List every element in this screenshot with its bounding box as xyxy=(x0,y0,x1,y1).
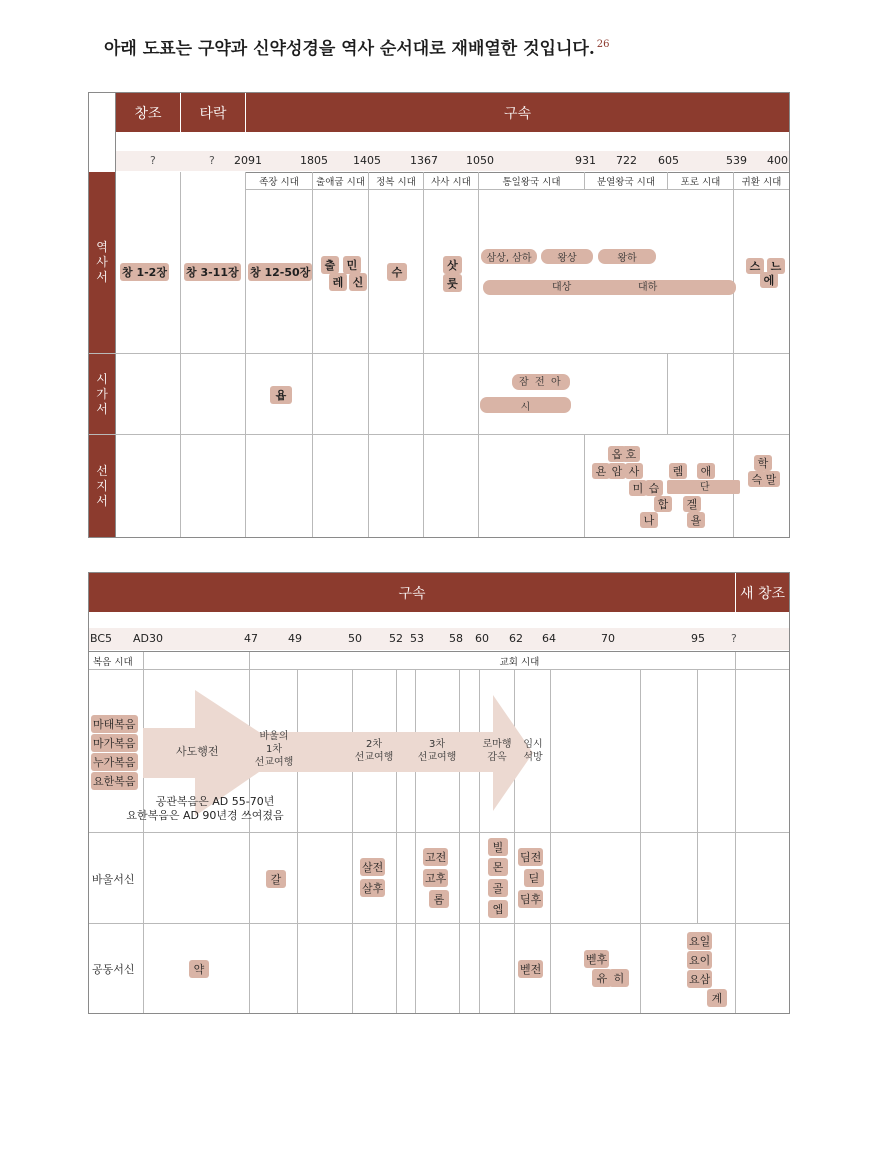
book-1chronicles: 대상 xyxy=(552,282,572,293)
book-galatians: 갈 xyxy=(266,870,286,888)
book-isaiah: 사 xyxy=(625,463,643,479)
row-label-pauline: 바울서신 xyxy=(92,873,135,886)
book-jeremiah: 렘 xyxy=(669,463,687,479)
year-label: 49 xyxy=(288,632,302,645)
divider xyxy=(89,434,789,435)
book-obadiah: 옵 xyxy=(608,446,626,462)
year-label: 722 xyxy=(616,154,637,167)
year-label: 1367 xyxy=(410,154,438,167)
year-label: 52 xyxy=(389,632,403,645)
divider xyxy=(312,172,313,537)
stage-paul-2: 2차 선교여행 xyxy=(354,739,394,763)
divider xyxy=(89,832,789,833)
book-esther: 에 xyxy=(760,272,778,288)
year-label: 64 xyxy=(542,632,556,645)
year-label: 58 xyxy=(449,632,463,645)
header-label: 타락 xyxy=(199,105,227,122)
ot-header-creation xyxy=(116,93,180,132)
book-gen-1-2: 창 1-2장 xyxy=(120,263,169,281)
book-ruth: 룻 xyxy=(443,274,462,292)
row-label-poetry: 시 가 서 xyxy=(89,354,115,434)
year-label: BC5 xyxy=(90,632,113,645)
era-label: 분열왕국 시대 xyxy=(596,177,656,188)
book-song: 아 xyxy=(551,377,561,388)
book-deuteronomy: 신 xyxy=(349,273,367,291)
divider xyxy=(180,172,181,537)
book-ecclesiastes: 전 xyxy=(535,377,545,388)
book-lamentations: 애 xyxy=(697,463,715,479)
ot-year-band xyxy=(116,151,789,171)
year-label: 60 xyxy=(475,632,489,645)
divider xyxy=(640,670,641,1013)
nt-header-redemption xyxy=(89,573,735,612)
divider xyxy=(423,172,424,537)
divider xyxy=(584,435,585,537)
book-1corinthians: 고전 xyxy=(423,848,448,866)
divider xyxy=(584,172,585,189)
book-2john: 요이 xyxy=(687,951,712,969)
year-label: 47 xyxy=(244,632,258,645)
book-proverbs: 잠 xyxy=(519,377,529,388)
book-2chronicles: 대하 xyxy=(638,282,658,293)
book-judges: 삿 xyxy=(443,256,462,274)
year-label: ? xyxy=(731,632,737,645)
book-amos: 암 xyxy=(608,463,626,479)
title-text: 아래 도표는 구약과 신약성경을 역사 순서대로 재배열한 것입니다. xyxy=(104,39,595,59)
divider xyxy=(697,670,698,923)
page-title xyxy=(104,34,609,59)
nt-year-band xyxy=(89,628,789,650)
stage-paul-3: 3차 선교여행 xyxy=(417,739,457,763)
book-nehemiah: 느 xyxy=(767,258,785,274)
book-titus: 딛 xyxy=(524,869,544,887)
divider xyxy=(245,172,246,537)
book-1kings: 왕상 xyxy=(541,249,593,264)
divider xyxy=(368,172,369,537)
book-joshua: 수 xyxy=(387,263,407,281)
divider xyxy=(246,189,789,190)
year-label: 1805 xyxy=(300,154,328,167)
book-leviticus: 레 xyxy=(329,273,347,291)
book-job: 욥 xyxy=(270,386,292,404)
year-label: 2091 xyxy=(234,154,262,167)
divider xyxy=(667,354,668,434)
book-james: 약 xyxy=(189,960,209,978)
book-hosea: 호 xyxy=(622,446,640,462)
book-ephesians: 엡 xyxy=(488,900,508,918)
year-label: 1050 xyxy=(466,154,494,167)
book-gen-12-50: 창 12-50장 xyxy=(248,263,312,281)
year-label: 50 xyxy=(348,632,362,645)
nt-header-new-creation xyxy=(736,573,789,612)
book-numbers: 민 xyxy=(343,256,361,274)
stage-release: 임시 석방 xyxy=(523,739,543,763)
header-label: 구속 xyxy=(503,105,532,122)
book-habakkuk: 합 xyxy=(654,496,672,512)
book-luke: 누가복음 xyxy=(91,753,138,771)
row-label-history: 역 사 서 xyxy=(89,172,115,353)
book-jonah: 욘 xyxy=(592,463,610,479)
gospel-note-line-2: 요한복음은 AD 90년경 쓰여졌음 xyxy=(126,809,284,822)
era-label: 정복 시대 xyxy=(376,177,416,188)
year-label: 1405 xyxy=(353,154,381,167)
row-label-general: 공동서신 xyxy=(92,963,135,976)
year-label: 931 xyxy=(575,154,596,167)
book-2kings: 왕하 xyxy=(598,249,656,264)
header-label: 창조 xyxy=(134,105,162,122)
book-micah: 미 xyxy=(629,480,647,496)
book-zephaniah: 습 xyxy=(645,480,663,496)
era-label: 교회 시대 xyxy=(499,656,540,668)
divider xyxy=(667,172,668,189)
book-1thessalonians: 살전 xyxy=(360,858,385,876)
stage-acts: 사도행전 xyxy=(176,745,219,758)
book-mark: 마가복음 xyxy=(91,734,138,752)
book-zechariah: 슥 xyxy=(748,471,766,487)
book-1peter: 벧전 xyxy=(518,960,543,978)
book-3john: 요삼 xyxy=(687,970,712,988)
year-label: 95 xyxy=(691,632,705,645)
book-nahum: 나 xyxy=(640,512,658,528)
row-label-prophets: 선 지 서 xyxy=(89,435,115,537)
year-label: 539 xyxy=(726,154,747,167)
era-label: 귀환 시대 xyxy=(741,177,782,188)
book-psalms: 시 xyxy=(480,397,571,413)
header-label: 새 창조 xyxy=(739,585,786,602)
divider xyxy=(115,93,116,537)
book-2timothy: 딤후 xyxy=(518,890,543,908)
divider xyxy=(478,172,479,537)
year-label: 62 xyxy=(509,632,523,645)
year-label: 400 xyxy=(767,154,788,167)
stage-rome-prison: 로마행 감옥 xyxy=(482,739,512,763)
divider xyxy=(89,923,789,924)
book-ezekiel: 겔 xyxy=(683,496,701,512)
era-label: 복음 시대 xyxy=(93,656,133,668)
divider xyxy=(89,353,789,354)
book-joel: 욜 xyxy=(687,512,705,528)
book-samuel: 삼상, 삼하 xyxy=(481,249,537,264)
book-revelation: 계 xyxy=(707,989,727,1007)
book-jude: 유 xyxy=(592,969,612,987)
era-label: 통일왕국 시대 xyxy=(502,177,561,188)
era-label: 출애굽 시대 xyxy=(316,177,365,188)
era-label: 족장 시대 xyxy=(259,177,299,188)
year-label: ? xyxy=(150,154,156,167)
era-label: 사사 시대 xyxy=(431,177,471,188)
book-daniel: 단 xyxy=(700,482,710,493)
book-2corinthians: 고후 xyxy=(423,869,448,887)
year-label: AD30 xyxy=(133,632,163,645)
year-label: 70 xyxy=(601,632,615,645)
book-gen-3-11: 창 3-11장 xyxy=(184,263,241,281)
header-label: 구속 xyxy=(398,585,426,602)
book-ezra: 스 xyxy=(746,258,764,274)
year-label: 53 xyxy=(410,632,424,645)
divider xyxy=(89,669,789,670)
book-1john: 요일 xyxy=(687,932,712,950)
book-2thessalonians: 살후 xyxy=(360,879,385,897)
book-romans: 롬 xyxy=(429,890,449,908)
book-john: 요한복음 xyxy=(91,772,138,790)
book-matthew: 마태복음 xyxy=(91,715,138,733)
era-label: 포로 시대 xyxy=(680,177,721,188)
book-philemon: 몬 xyxy=(488,858,508,876)
year-label: 605 xyxy=(658,154,679,167)
book-malachi: 말 xyxy=(762,471,780,487)
stage-paul-1: 바울의 1차 선교여행 xyxy=(254,731,294,768)
book-2peter: 벧후 xyxy=(584,950,609,968)
book-hebrews: 히 xyxy=(609,969,629,987)
book-colossians: 골 xyxy=(488,879,508,897)
book-haggai: 학 xyxy=(754,455,772,471)
book-1timothy: 딤전 xyxy=(518,848,543,866)
ot-header-fall xyxy=(181,93,245,132)
book-philippians: 빌 xyxy=(488,838,508,856)
book-chronicles-bar xyxy=(483,280,736,295)
ot-header-redemption xyxy=(246,93,789,132)
footnote-marker: 26 xyxy=(596,39,610,51)
book-exodus: 출 xyxy=(321,256,339,274)
gospel-note-line-1: 공관복음은 AD 55-70년 xyxy=(155,795,275,808)
year-label: ? xyxy=(209,154,215,167)
